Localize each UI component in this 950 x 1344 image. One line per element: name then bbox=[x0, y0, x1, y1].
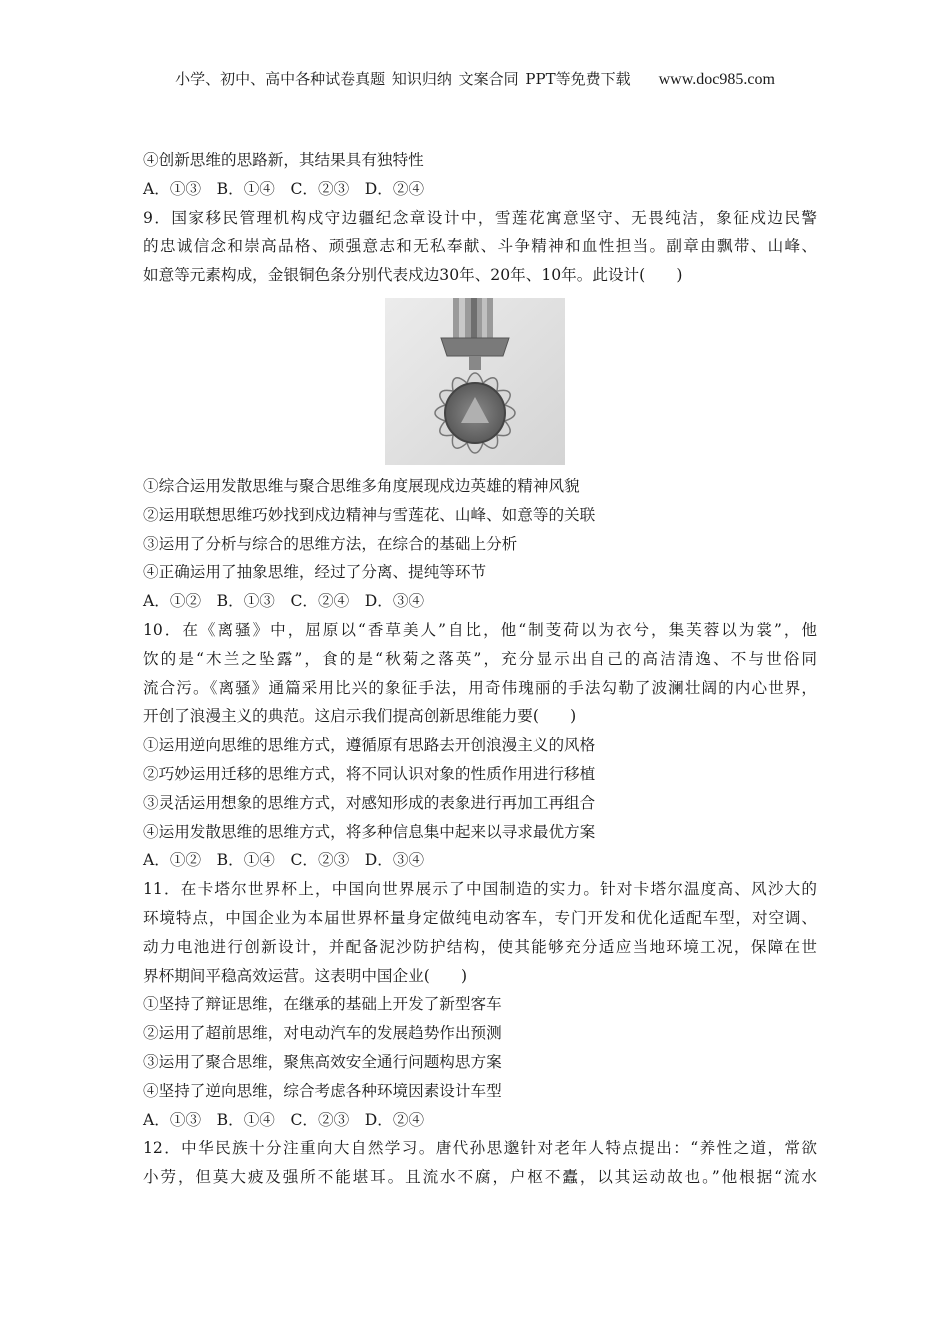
text-line: ③运用了分析与综合的思维方法，在综合的基础上分析 bbox=[143, 534, 518, 553]
text-line: 9．国家移民管理机构戍守边疆纪念章设计中，雪莲花寓意坚守、无畏纯洁，象征戍边民警 bbox=[143, 208, 817, 227]
text-line: ④创新思维的思路新，其结果具有独特性 bbox=[143, 151, 424, 169]
question-block-2 bbox=[143, 472, 817, 1192]
text-line: 10．在《离骚》中，屈原以“香草美人”自比，他“制芰荷以为衣兮，集芙蓉以为裳”，他 bbox=[143, 620, 817, 639]
text-line: 12．中华民族十分注重向大自然学习。唐代孙思邈针对老年人特点提出：“养性之道，常欲 bbox=[143, 1139, 817, 1158]
text-line: 如意等元素构成，金银铜色条分别代表戍边30年、20年、10年。此设计( ) bbox=[143, 266, 683, 285]
text-line: ②巧妙运用迁移的思维方式，将不同认识对象的性质作用进行移植 bbox=[143, 764, 596, 783]
text-line: ②运用了超前思维，对电动汽车的发展趋势作出预测 bbox=[143, 1024, 502, 1043]
text-line: 开创了浪漫主义的典范。这启示我们提高创新思维能力要( ) bbox=[143, 707, 577, 726]
text-line: ①运用逆向思维的思维方式，遵循原有思路去开创浪漫主义的风格 bbox=[143, 736, 596, 755]
text-line: ①综合运用发散思维与聚合思维多角度展现戍边英雄的精神风貌 bbox=[143, 477, 580, 495]
text-line: 的忠诚信念和崇高品格、顽强意志和无私奉献、斗争精神和血性担当。副章由飘带、山峰、 bbox=[143, 237, 817, 256]
text-line: 流合污。《离骚》通篇采用比兴的象征手法，用奇伟瑰丽的手法勾勒了波澜壮阔的内心世界， bbox=[143, 678, 817, 697]
text-line: A．①③ B．①④ C．②③ D．②④ bbox=[143, 1110, 425, 1129]
text-line: ①坚持了辩证思维，在继承的基础上开发了新型客车 bbox=[143, 995, 502, 1014]
question-block-1 bbox=[143, 146, 817, 290]
text-line: ②运用联想思维巧妙找到戍边精神与雪莲花、山峰、如意等的关联 bbox=[143, 505, 596, 524]
text-line: ④运用发散思维的思维方式，将多种信息集中起来以寻求最优方案 bbox=[143, 822, 596, 841]
header-text: 小学、初中、高中各种试卷真题 知识归纳 文案合同 PPT等免费下载 bbox=[175, 70, 631, 88]
text-line: A．①② B．①③ C．②④ D．③④ bbox=[143, 592, 425, 611]
text-line: ④坚持了逆向思维，综合考虑各种环境因素设计车型 bbox=[143, 1081, 502, 1100]
text-line: 小劳，但莫大疲及强所不能堪耳。且流水不腐，户枢不蠹，以其运动故也。”他根据“流水 bbox=[143, 1168, 817, 1187]
text-line: 界杯期间平稳高效运营。这表明中国企业( ) bbox=[143, 966, 468, 985]
text-line: 11．在卡塔尔世界杯上，中国向世界展示了中国制造的实力。针对卡塔尔温度高、风沙大的 bbox=[143, 880, 817, 899]
text-line: 环境特点，中国企业为本届世界杯量身定做纯电动客车，专门开发和优化适配车型，对空调、 bbox=[143, 908, 817, 927]
text-line: ④正确运用了抽象思维，经过了分离、提纯等环节 bbox=[143, 563, 487, 582]
header-url[interactable]: www.doc985.com bbox=[658, 71, 775, 88]
text-line: 动力电池进行创新设计，并配备泥沙防护结构，使其能够充分适应当地环境工况，保障在世 bbox=[143, 937, 817, 956]
text-line: 饮的是“木兰之坠露”，食的是“秋菊之落英”，充分显示出自己的高洁清逸、不与世俗同 bbox=[143, 649, 817, 668]
page-header bbox=[0, 68, 950, 89]
text-line: ③运用了聚合思维，聚焦高效安全通行问题构思方案 bbox=[143, 1052, 502, 1071]
text-line: A．①② B．①④ C．②③ D．③④ bbox=[143, 851, 425, 870]
text-line: A．①③ B．①④ C．②③ D．②④ bbox=[143, 179, 425, 198]
text-line: ③灵活运用想象的思维方式，对感知形成的表象进行再加工再组合 bbox=[143, 793, 596, 812]
medal-image bbox=[385, 298, 565, 465]
